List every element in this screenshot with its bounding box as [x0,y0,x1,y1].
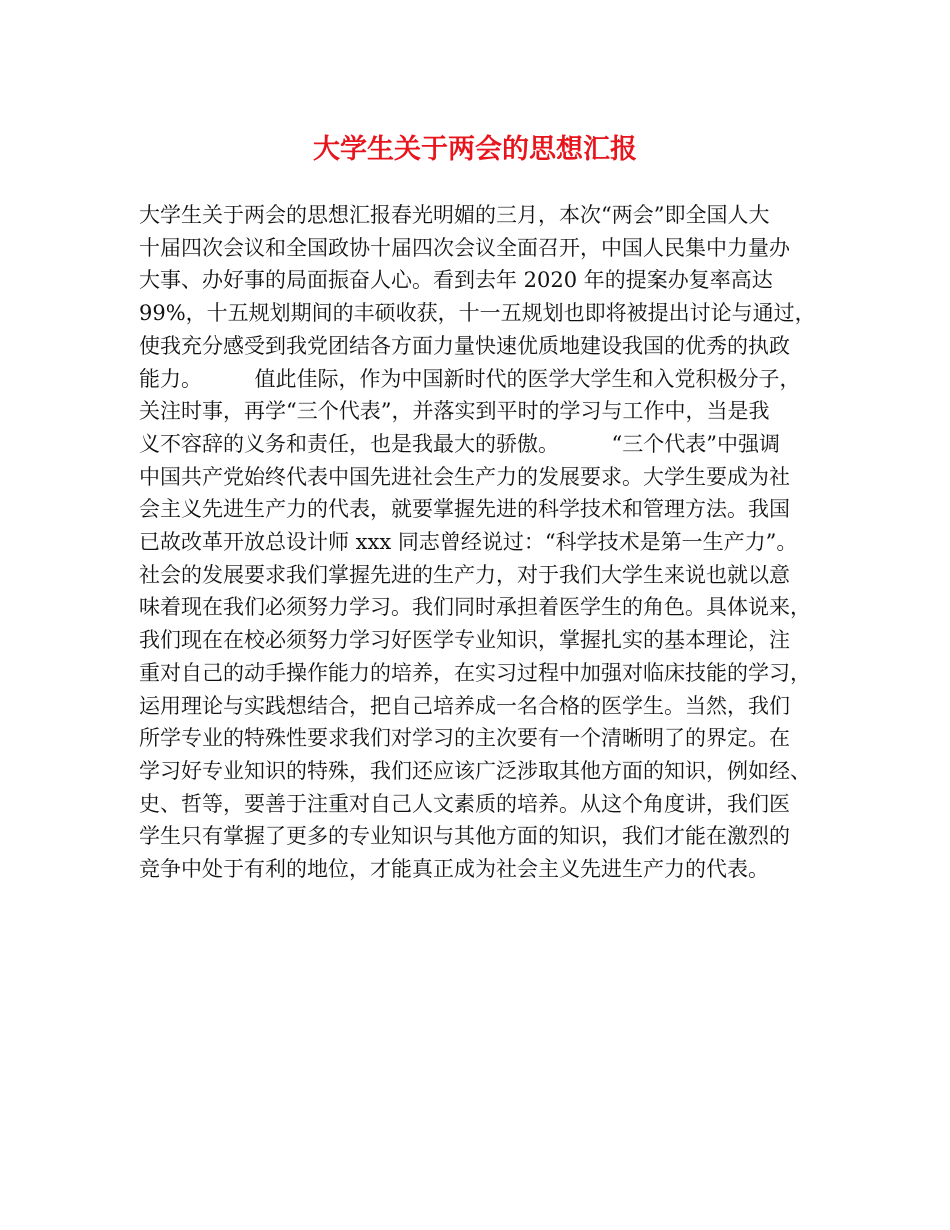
body-line: 义不容辞的义务和责任，也是我最大的骄傲。 “三个代表”中强调 [139,431,780,456]
body-line: 大学生关于两会的思想汇报春光明媚的三月，本次“两会”即全国人大 [139,203,770,227]
body-line: 大事、办好事的局面振奋人心。看到去年 2020 年的提案办复率高达 [139,268,773,293]
body-line: 重对自己的动手操作能力的培养，在实习过程中加强对临床技能的学习， [139,660,811,685]
document-title: 大学生关于两会的思想汇报 [313,134,637,165]
body-line: 99%，十五规划期间的丰硕收获，十一五规划也即将被提出讨论与通过， [139,301,816,326]
body-line: 会主义先进生产力的代表，就要掌握先进的科学技术和管理方法。我国 [139,497,790,522]
body-line: 十届四次会议和全国政协十届四次会议全面召开，中国人民集中力量办 [139,235,790,260]
body-line: 味着现在我们必须努力学习。我们同时承担着医学生的角色。具体说来， [139,595,811,620]
body-line: 能力。 值此佳际，作为中国新时代的医学大学生和入党积极分子， [139,366,801,391]
body-line: 学习好专业知识的特殊，我们还应该广泛涉取其他方面的知识，例如经、 [139,758,811,783]
body-line: 社会的发展要求我们掌握先进的生产力，对于我们大学生来说也就以意 [139,562,790,587]
body-line: 关注时事，再学“三个代表”，并落实到平时的学习与工作中，当是我 [139,399,770,424]
body-line: 我们现在在校必须努力学习好医学专业知识，掌握扎实的基本理论，注 [139,628,790,653]
body-line: 史、哲等，要善于注重对自己人文素质的培养。从这个角度讲，我们医 [139,791,790,816]
body-line: 所学专业的特殊性要求我们对学习的主次要有一个清晰明了的界定。在 [139,726,790,751]
body-line: 中国共产党始终代表中国先进社会生产力的发展要求。大学生要成为社 [139,464,790,489]
body-line: 已故改革开放总设计师 xxx 同志曾经说过：“科学技术是第一生产力”。 [139,530,798,555]
body-line: 运用理论与实践想结合，把自己培养成一名合格的医学生。当然，我们 [139,693,790,718]
body-line: 竞争中处于有利的地位，才能真正成为社会主义先进生产力的代表。 [139,857,769,882]
body-line: 使我充分感受到我党团结各方面力量快速优质地建设我国的优秀的执政 [139,333,790,358]
body-line: 学生只有掌握了更多的专业知识与其他方面的知识，我们才能在激烈的 [139,824,790,849]
document-body [139,199,819,886]
